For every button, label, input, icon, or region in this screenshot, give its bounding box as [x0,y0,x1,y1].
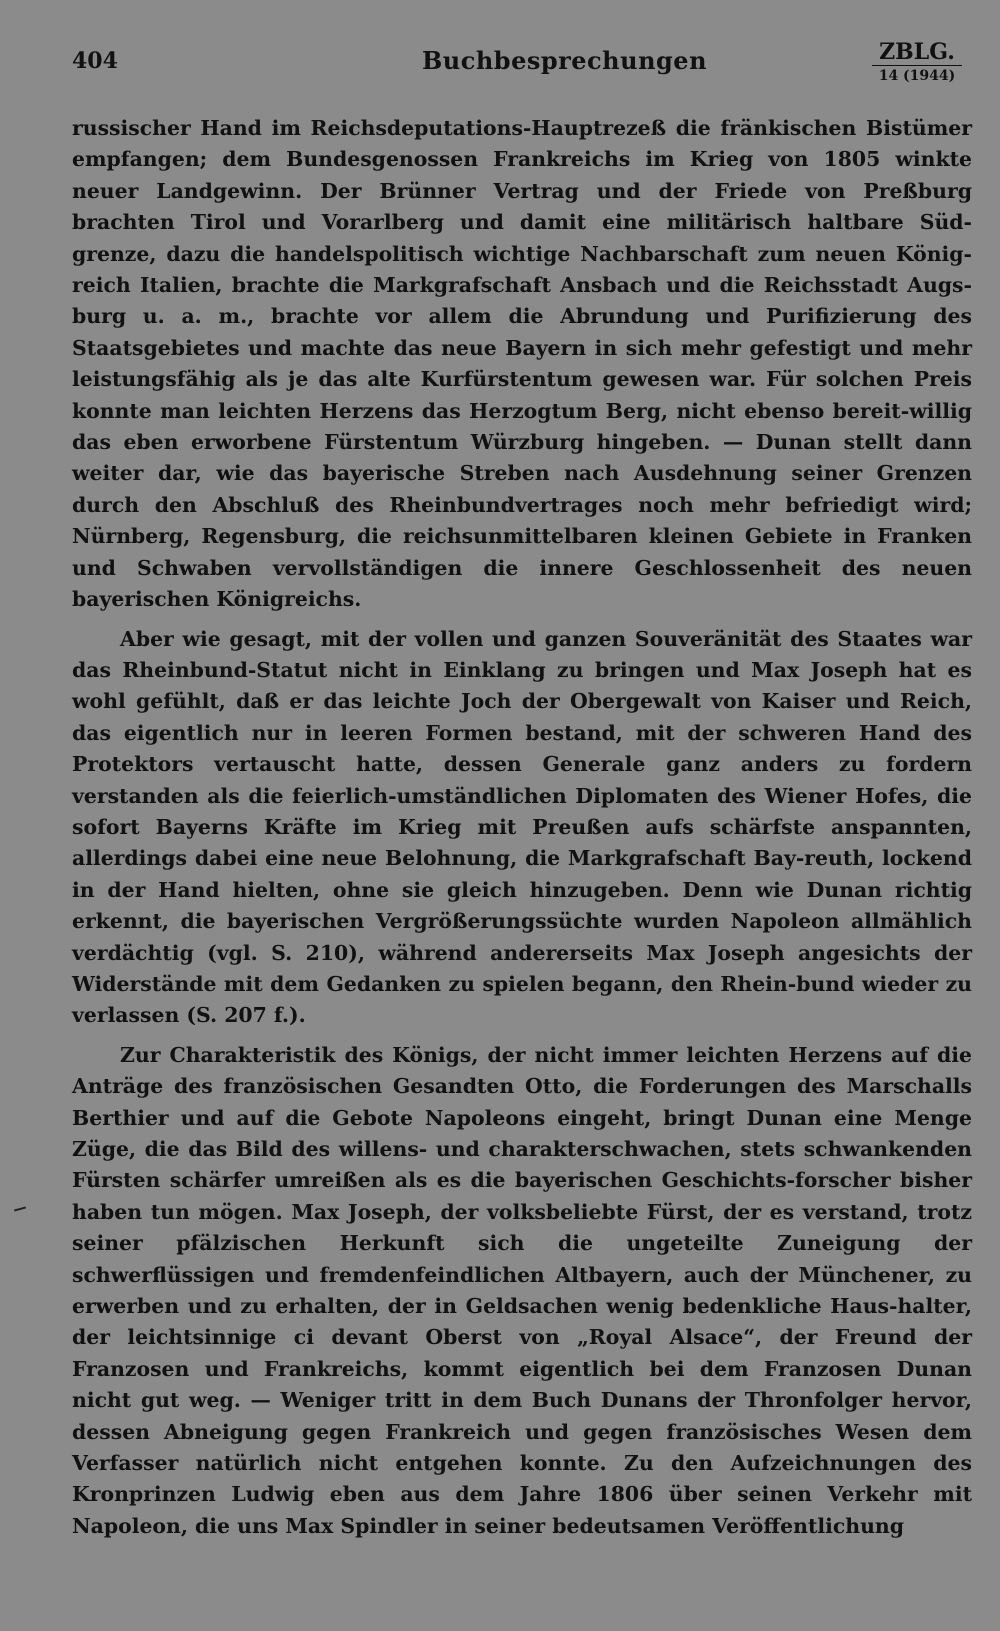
paragraph: russischer Hand im Reichsdeputations-Hauptrezeß die fränkischen Bistümer empfangen; dem Bundesgenossen Frankreichs im Krieg von 1805 winkte neuer Landgewinn. Der Brünner Vertrag und der Friede von Preßburg brachten Tirol und Vorarlberg und damit eine militärisch haltbare Süd-grenze, dazu die handelspolitisch wichtige Nachbarschaft zum neuen König-reich Italien, brachte die Markgrafschaft Ansbach und die Reichsstadt Augs-burg u. a. m., brachte vor allem die Abrundung und Purifizierung des Staatsgebietes und machte das neue Bayern in sich mehr gefestigt und mehr leistungsfähig als je das alte Kurfürstentum gewesen war. Für solchen Preis konnte man leichten Herzens das Herzogtum Berg, nicht ebenso bereit-willig das eben erworbene Fürstentum Würzburg hingeben. — Dunan stellt dann weiter dar, wie das bayerische Streben nach Ausdehnung seiner Grenzen durch den Abschluß des Rheinbundvertrages noch mehr befriedigt wird; Nürnberg, Regensburg, die reichsunmittelbaren kleinen Gebiete in Franken und Schwaben vervollständigen die innere Geschlossenheit des neuen bayerischen Königreichs. [72,116,972,612]
journal-abbreviation: ZBLG. [879,39,955,65]
paragraph: Aber wie gesagt, mit der vollen und ganzen Souveränität des Staates war das Rheinbund-Statut nicht in Einklang zu bringen und Max Joseph hat es wohl gefühlt, daß er das leichte Joch der Obergewalt von Kaiser und Reich, das eigentlich nur in leeren Formen bestand, mit der schweren Hand des Protektors vertauscht hatte, dessen Generale ganz anders zu fordern verstanden als die feierlich-umständlichen Diplomaten des Wiener Hofes, die sofort Bayerns Kräfte im Krieg mit Preußen aufs schärfste anspannten, allerdings dabei eine neue Belohnung, die Markgrafschaft Bay-reuth, lockend in der Hand hielten, ohne sie gleich hinzugeben. Denn wie Dunan richtig erkennt, die bayerischen Vergrößerungssüchte wurden Napoleon allmählich verdächtig (vgl. S. 210), während andererseits Max Joseph angesichts der Widerstände mit dem Gedanken zu spielen begann, den Rhein-bund wieder zu verlassen (S. 207 f.). [72,626,972,1028]
margin-mark [14,1206,26,1211]
journal-volume: 14 (1944) [878,68,956,84]
running-title: Buchbesprechungen [422,46,708,75]
paragraph: Zur Charakteristik des Königs, der nicht immer leichten Herzens auf die Anträge des französischen Gesandten Otto, die Forderungen des Marschalls Berthier und auf die Gebote Napoleons eingeht, bringt Dunan eine Menge Züge, die das Bild des willens- und charakterschwachen, stets schwankenden Fürsten schärfer umreißen als es die bayerischen Geschichts-forscher bisher haben tun mögen. Max Joseph, der volksbeliebte Fürst, der es verstand, trotz seiner pfälzischen Herkunft sich die ungeteilte Zuneigung der schwerflüssigen und fremdenfeindlichen Altbayern, auch der Münchener, zu erwerben und zu erhalten, der in Geldsachen wenig bedenkliche Haus-halter, der leichtsinnige ci devant Oberst von „Royal Alsace“, der Freund der Franzosen und Frankreichs, kommt eigentlich bei dem Franzosen Dunan nicht gut weg. — Weniger tritt in dem Buch Dunans der Thronfolger hervor, dessen Abneigung gegen Frankreich und gegen französisches Wesen dem Verfasser natürlich nicht entgehen konnte. Zu den Aufzeichnungen des Kronprinzen Ludwig eben aus dem Jahre 1806 über seinen Verkehr mit Napoleon, die uns Max Spindler in seiner bedeutsamen Veröffentlichung [72,1042,972,1538]
body-text [72,113,972,1550]
journal-reference [872,40,962,84]
page-number: 404 [72,48,118,74]
page-header [72,40,1000,90]
journal-rule [872,65,962,66]
